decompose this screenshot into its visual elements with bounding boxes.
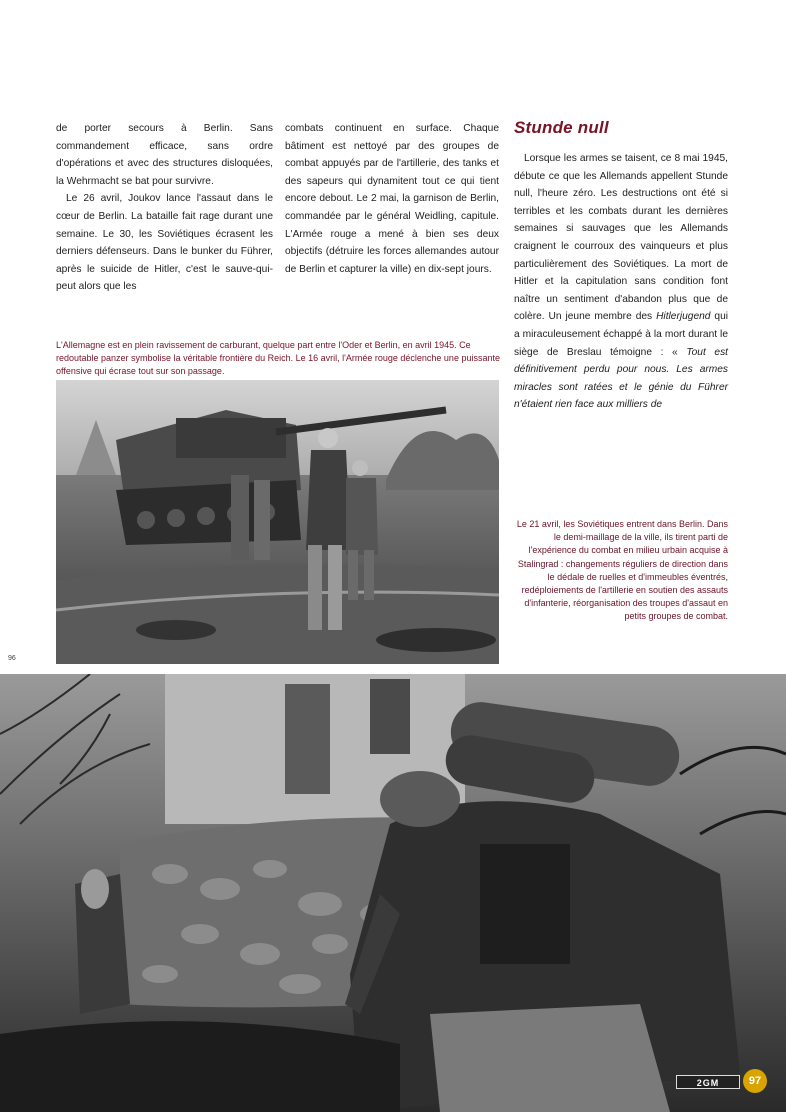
left-page-number: 96 [8,655,16,662]
col3-quote: Tout est définitivement perdu pour nous. Les armes miracles sont ratées et le génie du Führer n'étaient rien face aux milliers de [514,346,728,411]
article-column-1 [56,120,273,296]
col2-paragraph-1: combats continuent en surface. Chaque bâtiment est nettoyé par des groupes de combat appuyés par de l'artillerie, des tanks et des sapeurs qui dynamitent tout ce qui tient encore debout. Le 2 mai, la garnison de Berlin, commandée par le général Weidling, capitule. L'Armée rouge a mené à bien ses deux objectifs (détruire les forces allemandes autour de Berlin et capturer la ville) en dix-sept jours. [285,123,499,275]
section-heading: Stunde null [514,118,609,137]
tank-photo-caption: L'Allemagne est en plein ravissement de carburant, quelque part entre l'Oder et Berlin, en avril 1945. Ce redoutable panzer symbolise la véritable frontière du Reich. Le 16 avril, l'Armée rouge déclenche une puissante offensive qui écrase tout sur son passage. [56,340,500,377]
col3-text-a: Lorsque les armes se taisent, ce 8 mai 1945, débute ce que les Allemands appellent Stunde null, l'heure zéro. Les destructions ont été si terribles et les combats durant les dernières semaines si sauvages que les Allemands craignent le courroux des vainqueurs et plus particulièrement des Soviétiques. La mort de Hitler et la capitulation sans condition font naître un sentiment d'abandon plus que de colère. Un jeune membre des [514,153,728,323]
col3-paragraph-1 [514,150,728,414]
magazine-logo: 2GM [676,1075,740,1089]
article-column-3 [514,150,728,414]
page-number-badge: 97 [743,1069,767,1093]
flamethrower-photo [0,674,786,1112]
berlin-photo-caption: Le 21 avril, les Soviétiques entrent dans Berlin. Dans le demi-maillage de la ville, ils tirent parti de l'expérience du combat en milieu urbain acquise à Stalingrad : changements réguliers de direction dans le dédale de ruelles et d'immeubles éventrés, redéploiements de l'artillerie en soutien des assauts d'infanterie, réorganisation des troupes d'assaut en petits groupes de combat. [516,519,728,622]
col3-hitlerjugend: Hitlerjugend [656,311,711,323]
tank-photo [56,380,499,664]
article-column-2 [285,120,499,278]
col1-paragraph-1: de porter secours à Berlin. Sans commandement efficace, sans ordre d'opérations et avec des structures disloquées, la Wehrmacht se bat pour survivre. [56,123,273,187]
col3-text-b: qui a miraculeusement échappé à la mort durant le siège de Breslau témoigne : « [514,311,728,358]
col1-paragraph-2: Le 26 avril, Joukov lance l'assaut dans le cœur de Berlin. La bataille fait rage durant une semaine. Le 30, les Soviétiques écrasent les derniers défenseurs. Dans le bunker du Führer, après le suicide de Hitler, c'est le sauve-qui-peut alors que les [56,193,273,293]
